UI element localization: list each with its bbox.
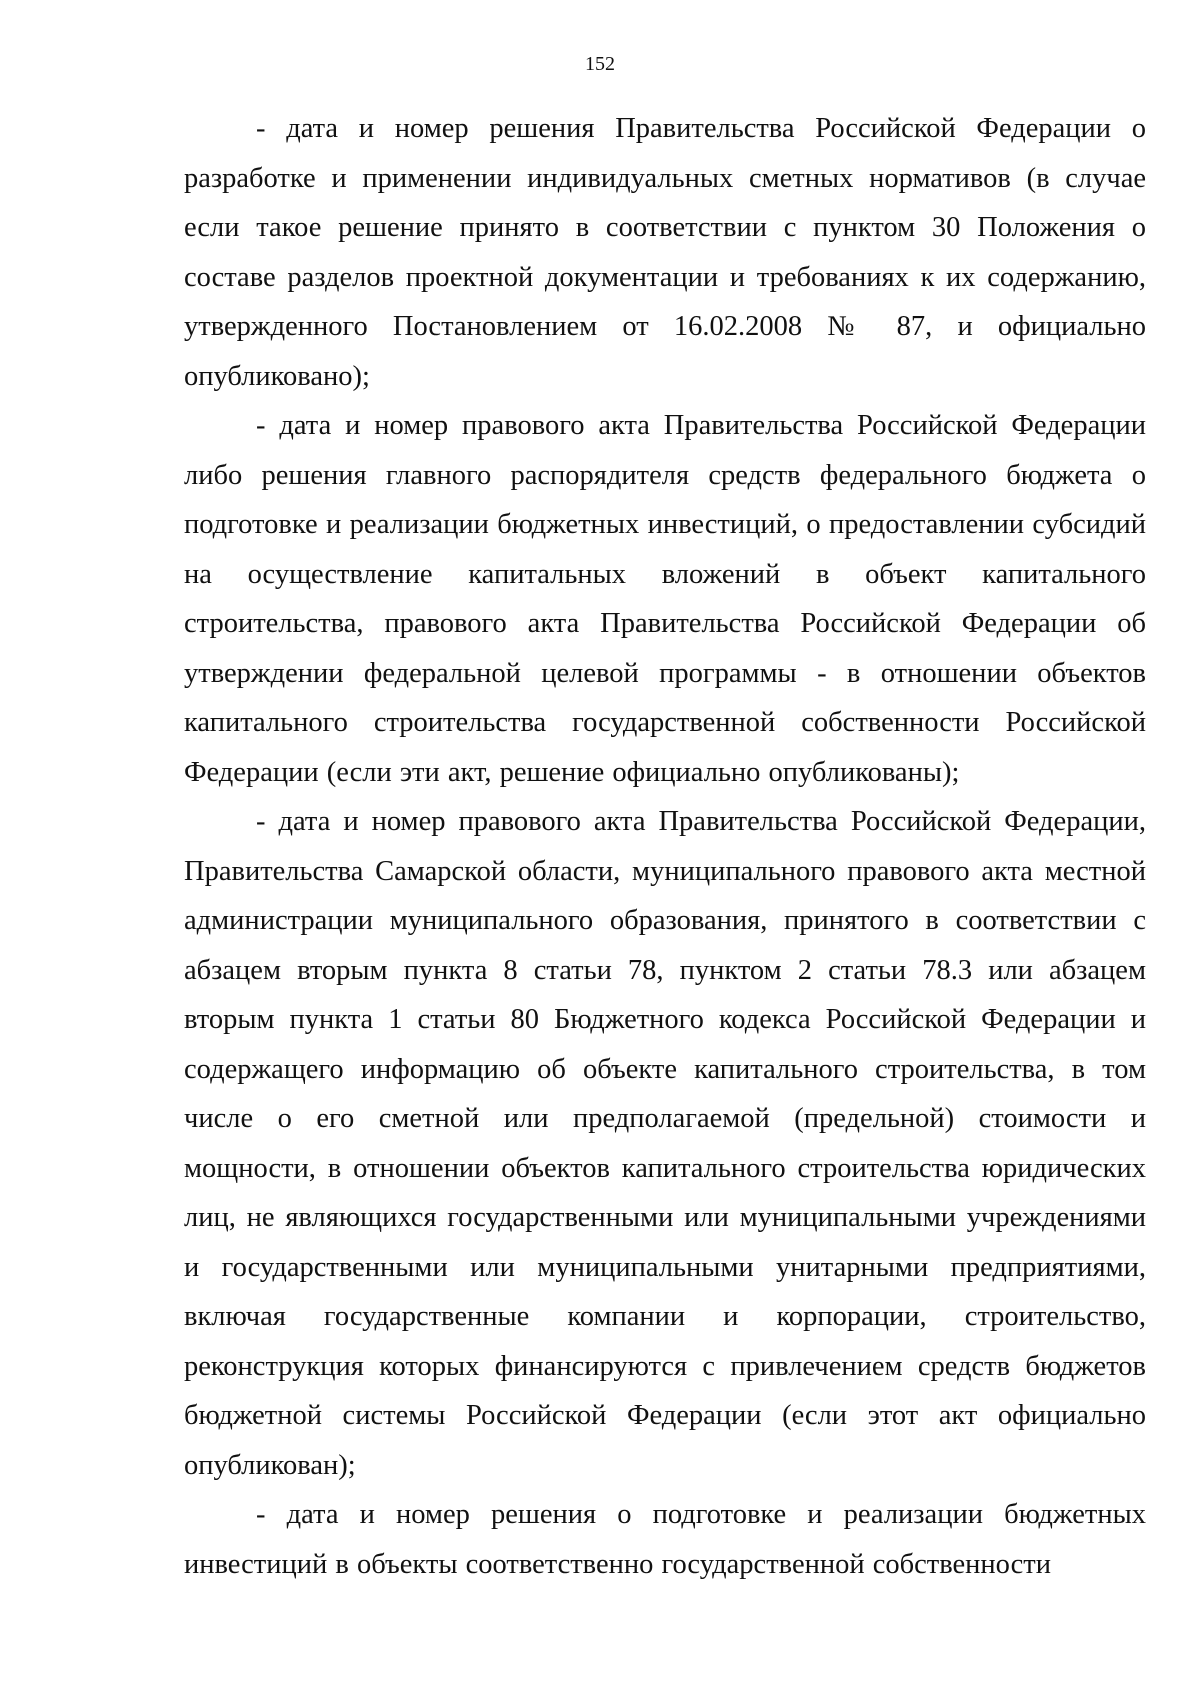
paragraph-legal-entities-construction: - дата и номер правового акта Правительства Российской Федерации, Правительства Самарской области, муниципального правового акта местной администрации муниципального образования, принятого в соответствии с абзацем вторым пункта 8 статьи 78, пунктом 2 статьи 78.3 или абзацем вторым пункта 1 статьи 80 Бюджетного кодекса Российской Федерации и содержащего информацию об объекте капитального строительства, в том числе о его сметной или предполагаемой (предельной) стоимости и мощности, в отношении объектов капитального строительства юридических лиц, не являющихся государственными или муниципальными учреждениями и государственными или муниципальными унитарными предприятиями, включая государственные компании и корпорации, строительство, реконструкция которых финансируются с привлечением средств бюджетов бюджетной системы Российской Федерации (если этот акт официально опубликован); xyxy=(184,806,1146,1481)
paragraph-federal-budget-investments: - дата и номер правового акта Правительства Российской Федерации либо решения главного распорядителя средств федерального бюджета о подготовке и реализации бюджетных инвестиций, о предоставлении субсидий на осуществление капитальных вложений в объект капитального строительства, правового акта Правительства Российской Федерации об утверждении федеральной целевой программы - в отношении объектов капитального строительства государственной собственности Российской Федерации (если эти акт, решение официально опубликованы); xyxy=(184,410,1146,788)
paragraph-individual-estimate-norms: - дата и номер решения Правительства Российской Федерации о разработке и применении индивидуальных сметных нормативов (в случае если такое решение принято в соответствии с пунктом 30 Положения о составе разделов проектной документации и требованиях к их содержанию, утвержденного Постановлением от 16.02.2008 № 87, и официально опубликовано); xyxy=(184,113,1146,392)
page-number: 152 xyxy=(585,53,615,75)
paragraph-budget-investment-decision: - дата и номер решения о подготовке и реализации бюджетных инвестиций в объекты соответственно государственной собственности xyxy=(184,1499,1146,1580)
document-body xyxy=(184,104,1146,1589)
